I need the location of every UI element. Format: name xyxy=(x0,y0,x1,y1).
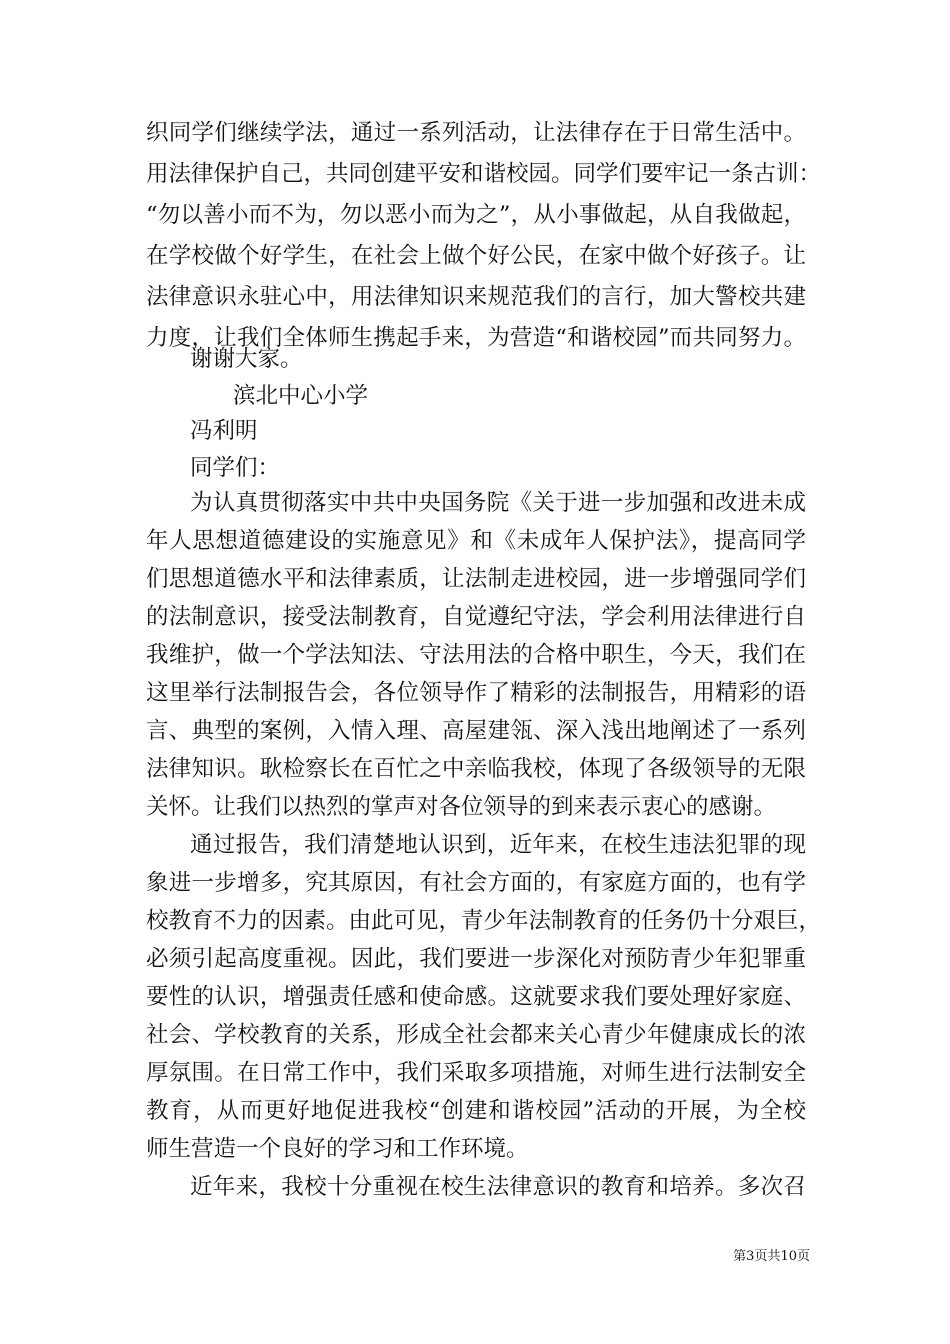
text-line: 近年来，我校十分重视在校生法律意识的教育和培养。多次召 xyxy=(190,1174,806,1200)
author-name: 冯利明 xyxy=(190,418,258,444)
text-line: 在学校做个好学生，在社会上做个好公民，在家中做个好孩子。让 xyxy=(146,243,806,269)
text-line: 用法律保护自己，共同创建平安和谐校园。同学们要牢记一条古训： xyxy=(146,161,822,187)
text-line: 力度，让我们全体师生携起手来，为营造“和谐校园”而共同努力。 xyxy=(146,325,806,351)
text-line: 的法制意识，接受法制教育，自觉遵纪守法，学会利用法律进行自 xyxy=(146,604,806,630)
text-line: 象进一步增多，究其原因，有社会方面的，有家庭方面的，也有学 xyxy=(146,870,806,896)
closing-thanks: 谢谢大家。 xyxy=(190,346,303,372)
text-line: 为认真贯彻落实中共中央国务院《关于进一步加强和改进未成 xyxy=(190,490,806,516)
text-line: 必须引起高度重视。因此，我们要进一步深化对预防青少年犯罪重 xyxy=(146,946,806,972)
text-line: 们思想道德水平和法律素质，让法制走进校园，进一步增强同学们 xyxy=(146,566,806,592)
text-line: 社会、学校教育的关系，形成全社会都来关心青少年健康成长的浓 xyxy=(146,1022,806,1048)
text-line: “勿以善小而不为，勿以恶小而为之”，从小事做起，从自我做起， xyxy=(146,202,806,228)
text-line: 教育，从而更好地促进我校“创建和谐校园”活动的开展，为全校 xyxy=(146,1098,806,1124)
text-line: 法律知识。耿检察长在百忙之中亲临我校，体现了各级领导的无限 xyxy=(146,756,806,782)
salutation: 同学们： xyxy=(190,455,281,481)
text-line: 通过报告，我们清楚地认识到，近年来，在校生违法犯罪的现 xyxy=(190,832,806,858)
text-line: 我维护，做一个学法知法、守法用法的合格中职生，今天，我们在 xyxy=(146,642,806,668)
page-number: 第3页共10页 xyxy=(733,1249,810,1264)
text-line: 这里举行法制报告会，各位领导作了精彩的法制报告，用精彩的语 xyxy=(146,680,806,706)
text-line: 法律意识永驻心中，用法律知识来规范我们的言行，加大警校共建 xyxy=(146,284,806,310)
text-line: 厚氛围。在日常工作中，我们采取多项措施，对师生进行法制安全 xyxy=(146,1060,806,1086)
text-line: 关怀。让我们以热烈的掌声对各位领导的到来表示衷心的感谢。 xyxy=(146,794,777,820)
text-line: 师生营造一个良好的学习和工作环境。 xyxy=(146,1136,529,1162)
text-line: 要性的认识，增强责任感和使命感。这就要求我们要处理好家庭、 xyxy=(146,984,806,1010)
text-line: 言、典型的案例，入情入理、高屋建瓴、深入浅出地阐述了一系列 xyxy=(146,718,806,744)
text-line: 校教育不力的因素。由此可见，青少年法制教育的任务仍十分艰巨， xyxy=(146,908,822,934)
text-line: 织同学们继续学法，通过一系列活动，让法律存在于日常生活中。 xyxy=(146,120,806,146)
text-line: 年人思想道德建设的实施意见》和《未成年人保护法》，提高同学 xyxy=(146,528,806,554)
school-name: 滨北中心小学 xyxy=(233,383,369,409)
